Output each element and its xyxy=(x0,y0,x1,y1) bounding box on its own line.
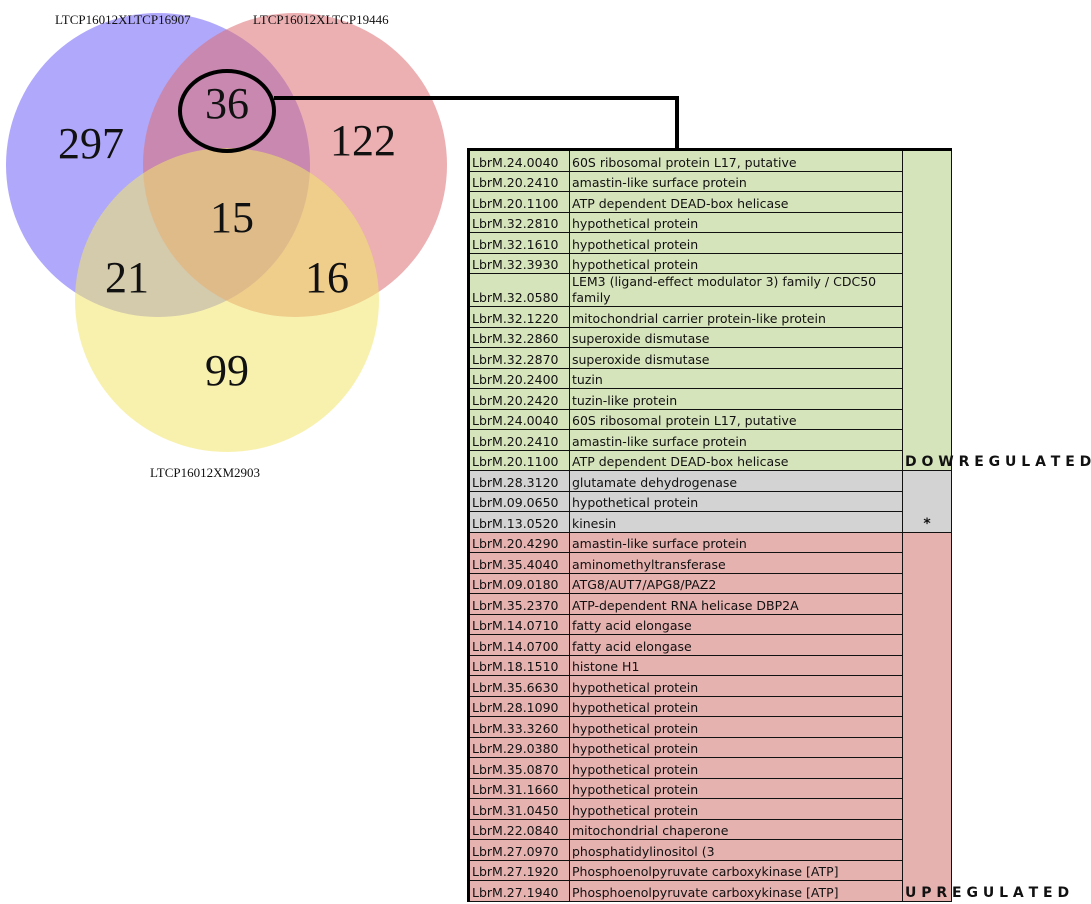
gene-description-cell: hypothetical protein xyxy=(570,696,903,717)
gene-id-cell: LbrM.35.4040 xyxy=(469,553,570,574)
table-row xyxy=(469,594,952,615)
table-row xyxy=(469,717,952,738)
gene-description-cell: ATP-dependent RNA helicase DBP2A xyxy=(570,594,903,615)
venn-count-abc: 15 xyxy=(210,193,254,242)
gene-id-cell: LbrM.14.0710 xyxy=(469,614,570,635)
gene-description-cell: hypothetical protein xyxy=(570,778,903,799)
venn-count-a-only: 297 xyxy=(58,119,124,168)
gene-id-cell: LbrM.33.3260 xyxy=(469,717,570,738)
venn-set-a-label: LTCP16012XLTCP16907 xyxy=(55,12,191,27)
gene-description-cell: ATP dependent DEAD-box helicase xyxy=(570,192,903,213)
gene-id-cell: LbrM.20.1100 xyxy=(469,450,570,471)
venn-set-b-label: LTCP16012XLTCP19446 xyxy=(253,12,389,27)
gene-description-cell: 60S ribosomal protein L17, putative xyxy=(570,150,903,172)
gene-id-cell: LbrM.32.2810 xyxy=(469,212,570,233)
gene-id-cell: LbrM.24.0040 xyxy=(469,409,570,430)
gene-description-cell: hypothetical protein xyxy=(570,233,903,254)
gene-id-cell: LbrM.09.0650 xyxy=(469,491,570,512)
gene-description-cell: mitochondrial carrier protein-like protein xyxy=(570,307,903,328)
table-row xyxy=(469,192,952,213)
gene-id-cell: LbrM.20.1100 xyxy=(469,192,570,213)
gene-id-cell: LbrM.35.2370 xyxy=(469,594,570,615)
table-row xyxy=(469,799,952,820)
gene-description-cell: LEM3 (ligand-effect modulator 3) family / CDC50 family xyxy=(570,274,903,307)
gene-description-cell: 60S ribosomal protein L17, putative xyxy=(570,409,903,430)
table-row xyxy=(469,778,952,799)
venn-count-ac: 21 xyxy=(105,253,149,302)
table-row xyxy=(469,840,952,861)
gene-description-cell: phosphatidylinositol (3 xyxy=(570,840,903,861)
gene-description-cell: aminomethyltransferase xyxy=(570,553,903,574)
gene-id-cell: LbrM.20.2410 xyxy=(469,430,570,451)
table-row xyxy=(469,553,952,574)
gene-table-body xyxy=(469,150,1091,902)
up-group-label: U P R E G U L A T E D xyxy=(903,532,952,901)
table-row xyxy=(469,171,952,192)
table-row xyxy=(469,696,952,717)
table-row xyxy=(469,430,952,451)
venn-count-bc: 16 xyxy=(305,253,349,302)
table-row xyxy=(469,532,952,553)
gene-id-cell: LbrM.13.0520 xyxy=(469,512,570,533)
gene-id-cell: LbrM.32.3930 xyxy=(469,253,570,274)
table-row xyxy=(469,655,952,676)
gene-description-cell: amastin-like surface protein xyxy=(570,532,903,553)
table-row xyxy=(469,409,952,430)
gene-description-cell: fatty acid elongase xyxy=(570,614,903,635)
gene-id-cell: LbrM.20.4290 xyxy=(469,532,570,553)
venn-diagram xyxy=(0,0,470,480)
table-row xyxy=(469,274,952,307)
gene-description-cell: amastin-like surface protein xyxy=(570,430,903,451)
venn-count-ab: 36 xyxy=(205,79,249,128)
gene-description-cell: amastin-like surface protein xyxy=(570,171,903,192)
gene-description-cell: tuzin xyxy=(570,368,903,389)
gene-description-cell: Phosphoenolpyruvate carboxykinase [ATP] xyxy=(570,860,903,881)
gene-id-cell: LbrM.35.6630 xyxy=(469,676,570,697)
table-row xyxy=(469,233,952,254)
table-row xyxy=(469,819,952,840)
gene-description-cell: tuzin-like protein xyxy=(570,389,903,410)
gene-description-cell: kinesin xyxy=(570,512,903,533)
venn-count-b-only: 122 xyxy=(330,116,396,165)
gene-id-cell: LbrM.27.1920 xyxy=(469,860,570,881)
table-row xyxy=(469,307,952,328)
table-row xyxy=(469,860,952,881)
table-row xyxy=(469,368,952,389)
gene-id-cell: LbrM.18.1510 xyxy=(469,655,570,676)
gene-id-cell: LbrM.35.0870 xyxy=(469,758,570,779)
gene-id-cell: LbrM.31.0450 xyxy=(469,799,570,820)
gene-description-cell: hypothetical protein xyxy=(570,717,903,738)
gene-description-cell: hypothetical protein xyxy=(570,799,903,820)
gene-id-cell: LbrM.28.1090 xyxy=(469,696,570,717)
gene-description-cell: hypothetical protein xyxy=(570,676,903,697)
gene-description-cell: Phosphoenolpyruvate carboxykinase [ATP] xyxy=(570,881,903,902)
table-row xyxy=(469,573,952,594)
mid-group-label: * xyxy=(903,471,952,533)
gene-description-cell: mitochondrial chaperone xyxy=(570,819,903,840)
table-row xyxy=(469,512,952,533)
gene-id-cell: LbrM.32.2870 xyxy=(469,348,570,369)
table-row xyxy=(469,150,952,172)
gene-id-cell: LbrM.20.2400 xyxy=(469,368,570,389)
table-row xyxy=(469,491,952,512)
gene-table xyxy=(467,148,1091,902)
gene-description-cell: hypothetical protein xyxy=(570,758,903,779)
gene-description-cell: ATP dependent DEAD-box helicase xyxy=(570,450,903,471)
table-row xyxy=(469,348,952,369)
gene-description-cell: hypothetical protein xyxy=(570,253,903,274)
gene-id-cell: LbrM.27.0970 xyxy=(469,840,570,861)
gene-description-cell: hypothetical protein xyxy=(570,491,903,512)
gene-description-cell: hypothetical protein xyxy=(570,737,903,758)
venn-count-c-only: 99 xyxy=(205,346,249,395)
gene-id-cell: LbrM.22.0840 xyxy=(469,819,570,840)
gene-description-cell: histone H1 xyxy=(570,655,903,676)
gene-id-cell: LbrM.32.2860 xyxy=(469,327,570,348)
gene-description-cell: superoxide dismutase xyxy=(570,348,903,369)
table-row xyxy=(469,327,952,348)
gene-id-cell: LbrM.31.1660 xyxy=(469,778,570,799)
gene-description-cell: glutamate dehydrogenase xyxy=(570,471,903,492)
gene-description-cell: fatty acid elongase xyxy=(570,635,903,656)
gene-id-cell: LbrM.32.1220 xyxy=(469,307,570,328)
gene-description-cell: hypothetical protein xyxy=(570,212,903,233)
table-row xyxy=(469,471,952,492)
down-group-label: D O W R E G U L A T E D xyxy=(903,150,952,471)
gene-id-cell: LbrM.20.2420 xyxy=(469,389,570,410)
table-row xyxy=(469,881,952,902)
venn-set-c-label: LTCP16012XM2903 xyxy=(150,465,261,480)
gene-id-cell: LbrM.29.0380 xyxy=(469,737,570,758)
table-row xyxy=(469,737,952,758)
gene-id-cell: LbrM.20.2410 xyxy=(469,171,570,192)
gene-id-cell: LbrM.14.0700 xyxy=(469,635,570,656)
gene-id-cell: LbrM.09.0180 xyxy=(469,573,570,594)
table-row xyxy=(469,253,952,274)
gene-id-cell: LbrM.24.0040 xyxy=(469,150,570,172)
gene-id-cell: LbrM.27.1940 xyxy=(469,881,570,902)
table-row xyxy=(469,676,952,697)
gene-id-cell: LbrM.32.0580 xyxy=(469,274,570,307)
table-row xyxy=(469,635,952,656)
gene-description-cell: superoxide dismutase xyxy=(570,327,903,348)
table-row xyxy=(469,212,952,233)
table-row xyxy=(469,389,952,410)
gene-id-cell: LbrM.32.1610 xyxy=(469,233,570,254)
table-row xyxy=(469,614,952,635)
table-row xyxy=(469,758,952,779)
table-row xyxy=(469,450,952,471)
gene-id-cell: LbrM.28.3120 xyxy=(469,471,570,492)
gene-description-cell: ATG8/AUT7/APG8/PAZ2 xyxy=(570,573,903,594)
